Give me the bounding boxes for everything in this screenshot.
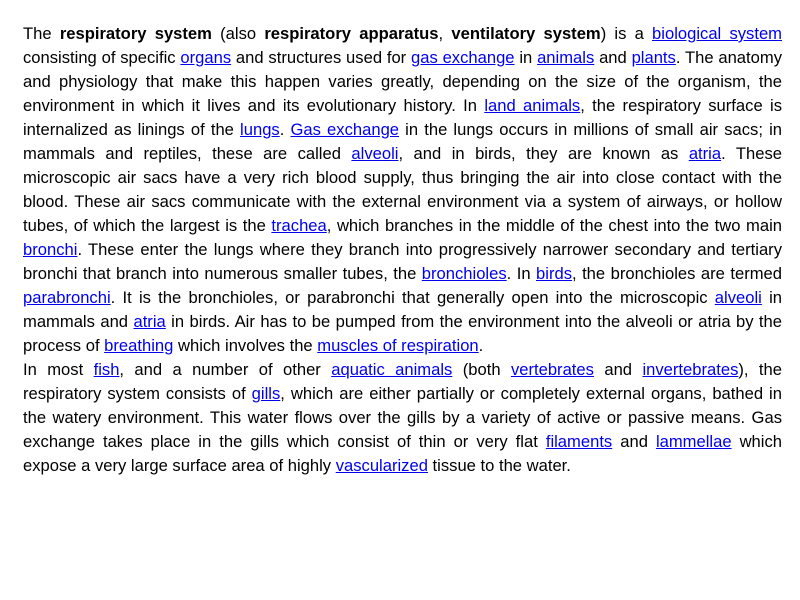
text-run: (also — [211, 24, 265, 43]
text-run: which expose a very large surface area of highly — [23, 432, 782, 475]
bold-term-ventilatory-system: ventilatory system — [451, 24, 601, 43]
text-run: and — [594, 48, 632, 67]
link-breathing[interactable]: breathing — [104, 336, 174, 355]
text-run: , which branches in the middle of the chest into the two main — [326, 216, 782, 235]
link-parabronchi[interactable]: parabronchi — [23, 288, 111, 307]
text-run: , and a number of other — [119, 360, 332, 379]
link-gills[interactable]: gills — [251, 384, 281, 403]
link-atria[interactable]: atria — [688, 144, 722, 163]
text-run: The — [23, 24, 60, 43]
link-alveoli[interactable]: alveoli — [351, 144, 399, 163]
text-run: ), the respiratory system consists of — [23, 360, 782, 403]
link-birds[interactable]: birds — [536, 264, 572, 283]
link-land-animals[interactable]: land animals — [484, 96, 581, 115]
link-vertebrates[interactable]: vertebrates — [510, 360, 594, 379]
text-run: , and in birds, they are known as — [398, 144, 689, 163]
text-run: . — [478, 336, 484, 355]
paragraph-gills — [23, 358, 782, 478]
text-run: , — [438, 24, 452, 43]
link-alveoli-2[interactable]: alveoli — [714, 288, 762, 307]
text-run: . — [279, 120, 291, 139]
text-run: in — [514, 48, 538, 67]
text-run: in birds. Air has to be pumped from the environment into the alveoli or atria by the process of — [23, 312, 782, 355]
link-plants[interactable]: plants — [631, 48, 676, 67]
text-run: and — [612, 432, 656, 451]
text-run: . It is the bronchioles, or parabronchi that generally open into the microscopic — [110, 288, 715, 307]
text-run: , which are either partially or completely external organs, bathed in the watery environment. This water flows over the gills by a variety of active or passive means. Gas exchange takes place in the gills which consist of thin or very flat — [23, 384, 782, 451]
text-run: in the lungs occurs in millions of small air sacs; in mammals and reptiles, these are called — [23, 120, 782, 163]
link-lammellae[interactable]: lammellae — [655, 432, 732, 451]
text-run: . These enter the lungs where they branch into progressively narrower secondary and tertiary bronchi that branch into numerous smaller tubes, the — [23, 240, 782, 283]
link-filaments[interactable]: filaments — [545, 432, 613, 451]
link-muscles-of-respiration[interactable]: muscles of respiration — [317, 336, 479, 355]
link-gas-exchange[interactable]: gas exchange — [411, 48, 515, 67]
text-run: in mammals and — [23, 288, 782, 331]
link-atria-2[interactable]: atria — [133, 312, 166, 331]
text-run: . In — [506, 264, 537, 283]
text-run: In most — [23, 360, 94, 379]
text-run: . The anatomy and physiology that make this happen varies greatly, depending on the size of the organism, the environment in which it lives and its evolutionary history. In — [23, 48, 782, 115]
link-aquatic-animals[interactable]: aquatic animals — [331, 360, 453, 379]
text-run: ) is a — [600, 24, 653, 43]
link-organs[interactable]: organs — [180, 48, 232, 67]
link-gas-exchange-2[interactable]: Gas exchange — [290, 120, 400, 139]
text-run: (both — [452, 360, 511, 379]
link-biological-system[interactable]: biological system — [652, 24, 782, 43]
text-run: tissue to the water. — [427, 456, 571, 475]
text-run: consisting of specific — [23, 48, 181, 67]
link-trachea[interactable]: trachea — [271, 216, 327, 235]
text-run: and — [593, 360, 643, 379]
link-bronchi[interactable]: bronchi — [23, 240, 78, 259]
link-bronchioles[interactable]: bronchioles — [421, 264, 507, 283]
link-vascularized[interactable]: vascularized — [335, 456, 428, 475]
bold-term-respiratory-apparatus: respiratory apparatus — [264, 24, 439, 43]
bold-term-respiratory-system: respiratory system — [59, 24, 212, 43]
text-run: . These microscopic air sacs have a very rich blood supply, thus bringing the air into close contact with the blood. These air sacs communicate with the external environment via a system of airways, or hollow tubes, of which the largest is the — [23, 144, 782, 235]
text-run: which involves the — [173, 336, 318, 355]
text-run: and structures used for — [231, 48, 412, 67]
article-body — [23, 22, 782, 478]
text-run: , the respiratory surface is internalized as linings of the — [23, 96, 782, 139]
link-animals[interactable]: animals — [537, 48, 595, 67]
link-lungs[interactable]: lungs — [240, 120, 280, 139]
paragraph-respiratory-system — [23, 22, 782, 358]
link-invertebrates[interactable]: invertebrates — [642, 360, 739, 379]
text-run: , the bronchioles are termed — [572, 264, 782, 283]
link-fish[interactable]: fish — [93, 360, 120, 379]
